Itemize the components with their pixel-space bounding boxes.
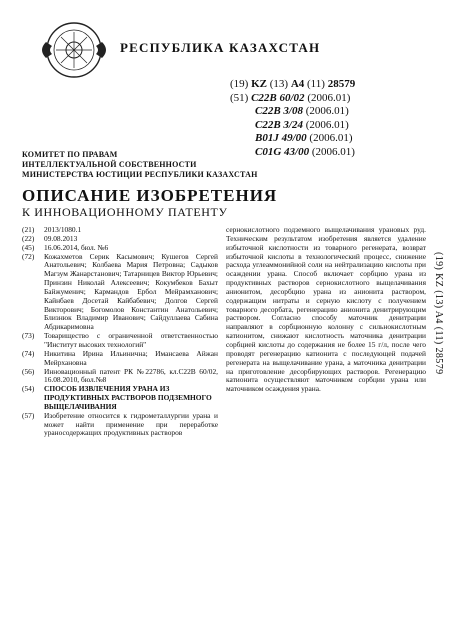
biblio-record: (73) Товарищество с ограниченной ответственностью "Институт высоких технологий" [22, 331, 218, 349]
vertical-document-code [430, 252, 446, 452]
biblio-record: (56) Инновационный патент РК №22786, кл.C22B 60/02, 16.08.2010, бюл.№8 [22, 366, 218, 385]
biblio-record: (74) Никитина Ирина Ильинична; Имансаева Айжан Мейрхановна [22, 348, 218, 367]
committee-line: КОМИТЕТ ПО ПРАВАМ [22, 150, 118, 159]
committee-line: ИНТЕЛЛЕКТУАЛЬНОЙ СОБСТВЕННОСТИ [22, 160, 197, 169]
committee-line: МИНИСТЕРСТВА ЮСТИЦИИ РЕСПУБЛИКИ КАЗАХСТАН [22, 170, 258, 179]
abstract-continuation: сернокислотного подземного выщелачивания урановых руд. Техническим результатом изобретения является удаление избыточной кислотности из товарного регенерата, возврат избыточной кислоты в технологический процесс, снижение расхода углеаммонийной соли на нейтрализацию кислоты при осаждении урана. Способ включает сорбцию урана из продуктивных растворов сернокислотного выщелачивания анионитом, десорбцию урана из анионита раствором, содержащим нитраты и серную кислоту с получением товарного десорбата, регенерацию анионита денитрирующим раствором. Согласно способу маточник денитрации направляют в сорбционную колонну с сильнокислотным катионитом, снижают кислотность маточника денитрации сорбцией кислоты до содержания не более 15 г/л, после чего проводят регенерацию катионита с последующей подачей регенерата на выщелачивание урана, а маточника денитрации на приготовление десорбирующих растворов. Регенерацию катионита осуществляют маточником сорбции урана или маточником осаждения урана. [226, 225, 426, 394]
biblio-record: (45) 16.06.2014, бюл. №6 [22, 242, 109, 252]
committee-block [22, 150, 258, 180]
classification-codes [230, 78, 355, 160]
biblio-record: (21) 2013/1080.1 [22, 225, 82, 234]
biblio-record: (72) Кожахметов Серик Касымович; Кушегов Сергей Анатольевич; Колбаева Мария Петровна; Садыков Магзум Жанарстанович; Татарницев Виктор Юрьевич; Принзин Николай Алексеевич; Кокумбеков Бахыт Байжуменич; Кармандов Ербол Мейрамханович; Кайнбаев Досетай Кайбабевич; Долгов Сергей Викторович; Богомолов Константин Анатольевич; Близнюк Владимир Иванович; Сайдуллаева Сабина Абдикаримовна [22, 251, 218, 332]
biblio-record: (22) 09.08.2013 [22, 233, 78, 243]
document-subtitle: К ИННОВАЦИОННОМУ ПАТЕНТУ [22, 205, 228, 219]
document-title: ОПИСАНИЕ ИЗОБРЕТЕНИЯ [22, 186, 278, 205]
code-line-51: (51) C22B 60/02 (2006.01) [230, 91, 351, 104]
invention-title-record: (54) СПОСОБ ИЗВЛЕЧЕНИЯ УРАНА ИЗ ПРОДУКТИВНЫХ РАСТВОРОВ ПОДЗЕМНОГО ВЫЩЕЛАЧИВАНИЯ [22, 384, 212, 411]
republic-name: РЕСПУБЛИКА КАЗАХСТАН [120, 40, 321, 55]
code-line: C22B 3/24 (2006.01) [255, 118, 349, 131]
code-line: C01G 43/00 (2006.01) [255, 145, 355, 158]
code-line-19: (19) KZ (13) A4 (11) 28579 [230, 78, 356, 90]
code-line: B01J 49/00 (2006.01) [255, 132, 353, 145]
biblio-column [22, 226, 218, 438]
vertical-code-text: (19) KZ (13) A4 (11) 28579 [433, 252, 444, 375]
code-line: C22B 3/08 (2006.01) [255, 105, 349, 118]
abstract-record: (57) Изобретение относится к гидрометаллургии урана и может найти применение при переработке ураносодержащих продуктивных растворов [22, 410, 218, 438]
kazakhstan-emblem-icon [38, 20, 110, 80]
